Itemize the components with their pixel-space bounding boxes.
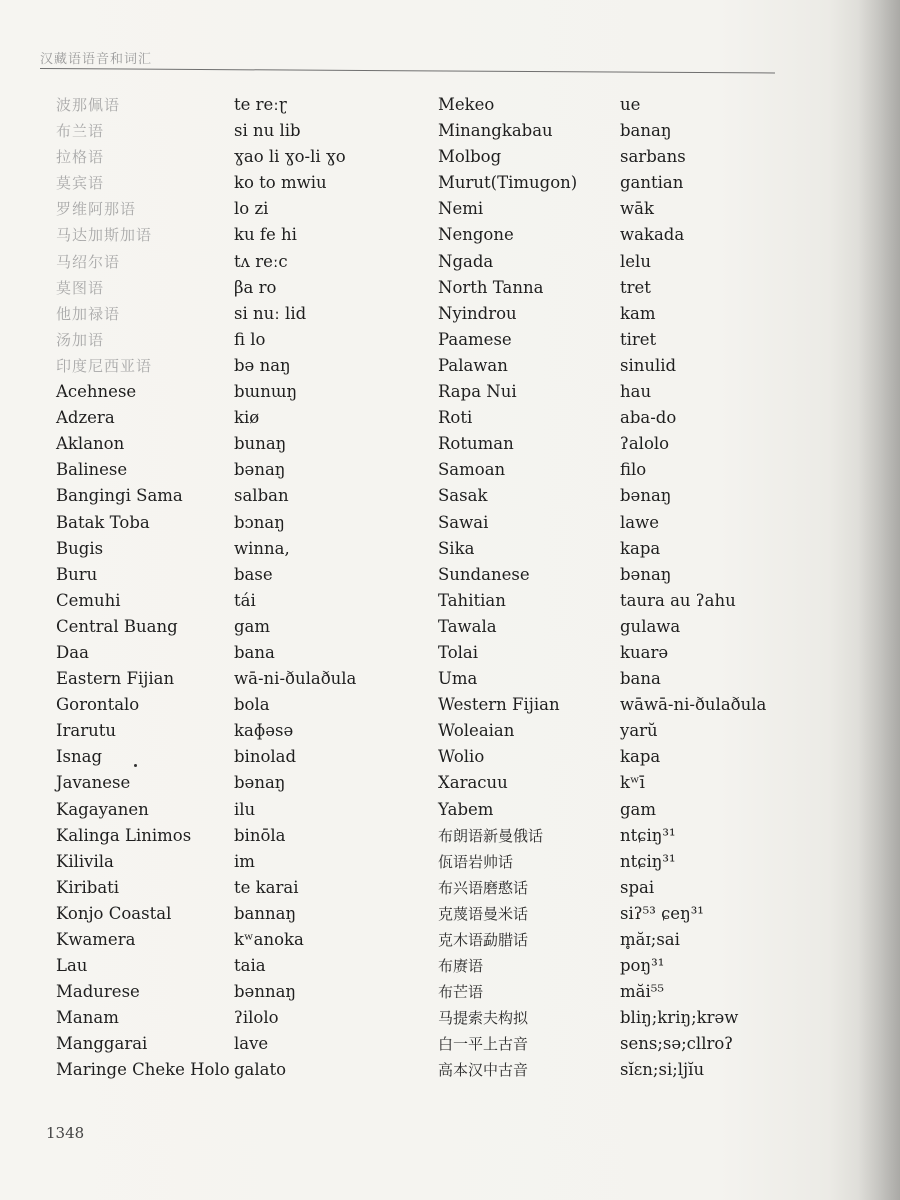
language-name: Manam (56, 1008, 119, 1028)
language-name: Kilivila (56, 851, 114, 871)
word-form: bənaŋ (234, 460, 286, 480)
word-form: bənaŋ (620, 564, 672, 584)
language-name: 莫宾语 (56, 174, 105, 193)
word-form: kapa (620, 747, 661, 767)
word-form: bannaŋ (234, 903, 297, 923)
language-name: Kalinga Linimos (56, 825, 192, 845)
language-name-column-left (56, 92, 230, 1084)
language-name: Madurese (56, 982, 140, 1002)
language-name: 马绍尔语 (56, 252, 121, 271)
word-form: wāk (620, 199, 654, 219)
word-form: bana (620, 669, 661, 689)
language-name: 布朗语新曼俄话 (438, 826, 544, 845)
word-form: base (234, 564, 273, 584)
language-name: Sika (438, 538, 475, 558)
word-form: bunaŋ (234, 434, 287, 454)
language-name: Yabem (438, 799, 494, 819)
word-form: bola (234, 695, 270, 715)
word-form: tʌ reːc (234, 251, 288, 271)
word-form: măi⁵⁵ (620, 982, 664, 1002)
language-name: Xaracuu (438, 773, 508, 793)
word-form: si nu lib (234, 121, 301, 141)
word-form-column-right (620, 92, 820, 1084)
language-name: Rapa Nui (438, 382, 517, 402)
word-form: wakada (620, 225, 685, 245)
word-form: sinulid (620, 355, 677, 375)
word-form: kapa (620, 538, 661, 558)
language-name: Paamese (438, 329, 512, 349)
word-form: kʷanoka (234, 930, 304, 949)
language-name: 莫图语 (56, 278, 105, 297)
language-name: Western Fijian (438, 695, 560, 715)
language-name-column-right (438, 92, 613, 1084)
word-form: aba-do (620, 408, 677, 428)
print-speck (134, 764, 137, 767)
word-form: binolad (234, 747, 297, 767)
word-form: ue (620, 95, 641, 114)
language-name: 马提索夫构拟 (438, 1009, 529, 1028)
language-name: Murut(Timugon) (438, 173, 578, 193)
language-name: Javanese (56, 773, 131, 793)
language-name: Woleaian (438, 721, 515, 741)
language-name: Mekeo (438, 95, 495, 114)
word-form: tret (620, 277, 651, 297)
language-name: 克木语勐腊话 (438, 931, 529, 949)
word-form: wāwā-ni-ðulaðula (620, 695, 767, 715)
word-form: bɔnaŋ (234, 512, 285, 532)
word-form: tiret (620, 329, 657, 349)
word-form: kuarə (620, 642, 669, 662)
word-form: βa ro (234, 277, 277, 297)
language-name: Maringe Cheke Holo (56, 1060, 230, 1080)
language-name: Kagayanen (56, 799, 149, 819)
language-name: Kiribati (56, 877, 120, 897)
language-name: 印度尼西亚语 (56, 356, 153, 375)
word-form: kam (620, 303, 656, 323)
language-name: 布兰语 (56, 122, 105, 141)
word-form: lawe (620, 512, 660, 532)
word-form: fi lo (234, 329, 266, 349)
language-name: Isnag (56, 747, 103, 767)
word-form: sens;sə;cllroʔ (620, 1034, 734, 1054)
word-form: ʔilolo (234, 1008, 279, 1028)
word-form: taura au ʔahu (620, 590, 736, 610)
word-form: poŋ³¹ (620, 956, 665, 976)
word-form: ku fe hi (234, 225, 297, 245)
word-form: taia (234, 956, 266, 976)
word-form: ɣao li ɣo-li ɣo (234, 147, 346, 167)
word-form: binōla (234, 825, 286, 845)
word-form: kʷī (620, 773, 645, 793)
language-name: 汤加语 (56, 330, 105, 349)
word-form: hau (620, 382, 652, 402)
language-name: Irarutu (56, 721, 117, 741)
language-name: Bangingi Sama (56, 486, 183, 506)
language-name: Tahitian (438, 590, 506, 610)
page-gutter-shadow (858, 0, 900, 1200)
word-form: bə naŋ (234, 355, 291, 375)
word-form: si nuː lid (234, 303, 307, 323)
running-head: 汉藏语语音和词汇 (40, 52, 153, 67)
word-form: im (234, 851, 255, 871)
word-form: sĭɛn;si;ljĭu (620, 1060, 705, 1080)
page-number: 1348 (46, 1124, 85, 1142)
language-name: 布芒语 (438, 983, 484, 1002)
word-form: bana (234, 642, 275, 662)
word-form-column-left (234, 92, 424, 1084)
word-form: ʔalolo (620, 434, 670, 454)
word-form: bənaŋ (620, 486, 672, 506)
language-name: 布赓语 (438, 957, 484, 976)
language-name: 他加禄语 (56, 304, 121, 323)
language-name: 佤语岩帅话 (438, 852, 514, 871)
language-name: Cemuhi (56, 590, 121, 610)
language-name: Uma (438, 669, 478, 689)
language-name: 波那佩语 (56, 96, 121, 114)
language-name: Nengone (438, 225, 514, 245)
language-name: Buru (56, 564, 98, 584)
language-name: Nyindrou (438, 303, 517, 323)
language-name: 罗维阿那语 (56, 200, 137, 219)
word-form: lelu (620, 251, 651, 271)
language-name: Palawan (438, 355, 508, 375)
word-form: kaɸəsə (234, 721, 294, 741)
word-form: bliŋ;kriŋ;krəw (620, 1008, 739, 1028)
language-name: Gorontalo (56, 695, 140, 715)
word-form: ntɕiŋ³¹ (620, 825, 676, 845)
language-name: Ngada (438, 251, 494, 271)
word-form: ko to mwiu (234, 173, 327, 193)
word-form: sarbans (620, 147, 686, 167)
word-form: te karai (234, 877, 299, 897)
word-form: bɯnɯŋ (234, 382, 298, 402)
language-name: Balinese (56, 460, 128, 480)
language-name: Acehnese (56, 382, 137, 402)
language-name: 拉格语 (56, 148, 105, 167)
word-form: banaŋ (620, 121, 672, 141)
language-name: 布兴语磨憨话 (438, 878, 529, 897)
language-name: Tolai (438, 642, 479, 662)
language-name: 克蔑语曼米话 (438, 904, 529, 923)
word-form: tái (234, 590, 256, 610)
language-name: Wolio (438, 747, 485, 767)
word-form: gulawa (620, 616, 681, 636)
language-name: Sasak (438, 486, 488, 506)
word-form: winna, (234, 538, 290, 558)
language-name: 白一平上古音 (438, 1035, 529, 1054)
word-form: lo zi (234, 199, 269, 219)
language-name: Kwamera (56, 930, 136, 949)
language-name: Nemi (438, 199, 484, 219)
word-form: m̥ăɪ;sai (620, 930, 680, 949)
language-name: Rotuman (438, 434, 514, 454)
language-name: 马达加斯加语 (56, 226, 153, 245)
language-name: 高本汉中古音 (438, 1061, 529, 1080)
language-name: Eastern Fijian (56, 669, 175, 689)
word-form: gantian (620, 173, 684, 193)
language-name: Central Buang (56, 616, 178, 636)
word-form: te reːɽ (234, 95, 287, 114)
word-form: salban (234, 486, 289, 506)
word-form: spai (620, 877, 655, 897)
language-name: Tawala (438, 616, 497, 636)
word-form: kiø (234, 408, 260, 428)
language-name: Molbog (438, 147, 502, 167)
language-name: Sundanese (438, 564, 530, 584)
word-form: bənaŋ (234, 773, 286, 793)
word-form: gam (620, 799, 657, 819)
language-name: Bugis (56, 538, 104, 558)
language-name: Roti (438, 408, 473, 428)
language-name: Sawai (438, 512, 489, 532)
language-name: Batak Toba (56, 512, 150, 532)
language-name: Minangkabau (438, 121, 553, 141)
word-form: gam (234, 616, 271, 636)
word-form: ntɕiŋ³¹ (620, 851, 676, 871)
language-name: Samoan (438, 460, 506, 480)
language-name: Aklanon (56, 434, 125, 454)
word-form: filo (620, 460, 647, 480)
word-form: yarŭ (620, 721, 658, 741)
language-name: Manggarai (56, 1034, 148, 1054)
word-form: siʔ⁵³ ɕeŋ³¹ (620, 903, 704, 923)
word-form: ilu (234, 799, 256, 819)
language-name: Konjo Coastal (56, 903, 172, 923)
language-name: Adzera (56, 408, 115, 428)
word-form: lave (234, 1034, 269, 1054)
language-name: Daa (56, 642, 89, 662)
language-name: North Tanna (438, 277, 544, 297)
word-form: bənnaŋ (234, 982, 297, 1002)
word-form: wā-ni-ðulaðula (234, 669, 357, 689)
language-name: Lau (56, 956, 88, 976)
word-form: galato (234, 1060, 287, 1080)
header-rule (40, 68, 775, 73)
